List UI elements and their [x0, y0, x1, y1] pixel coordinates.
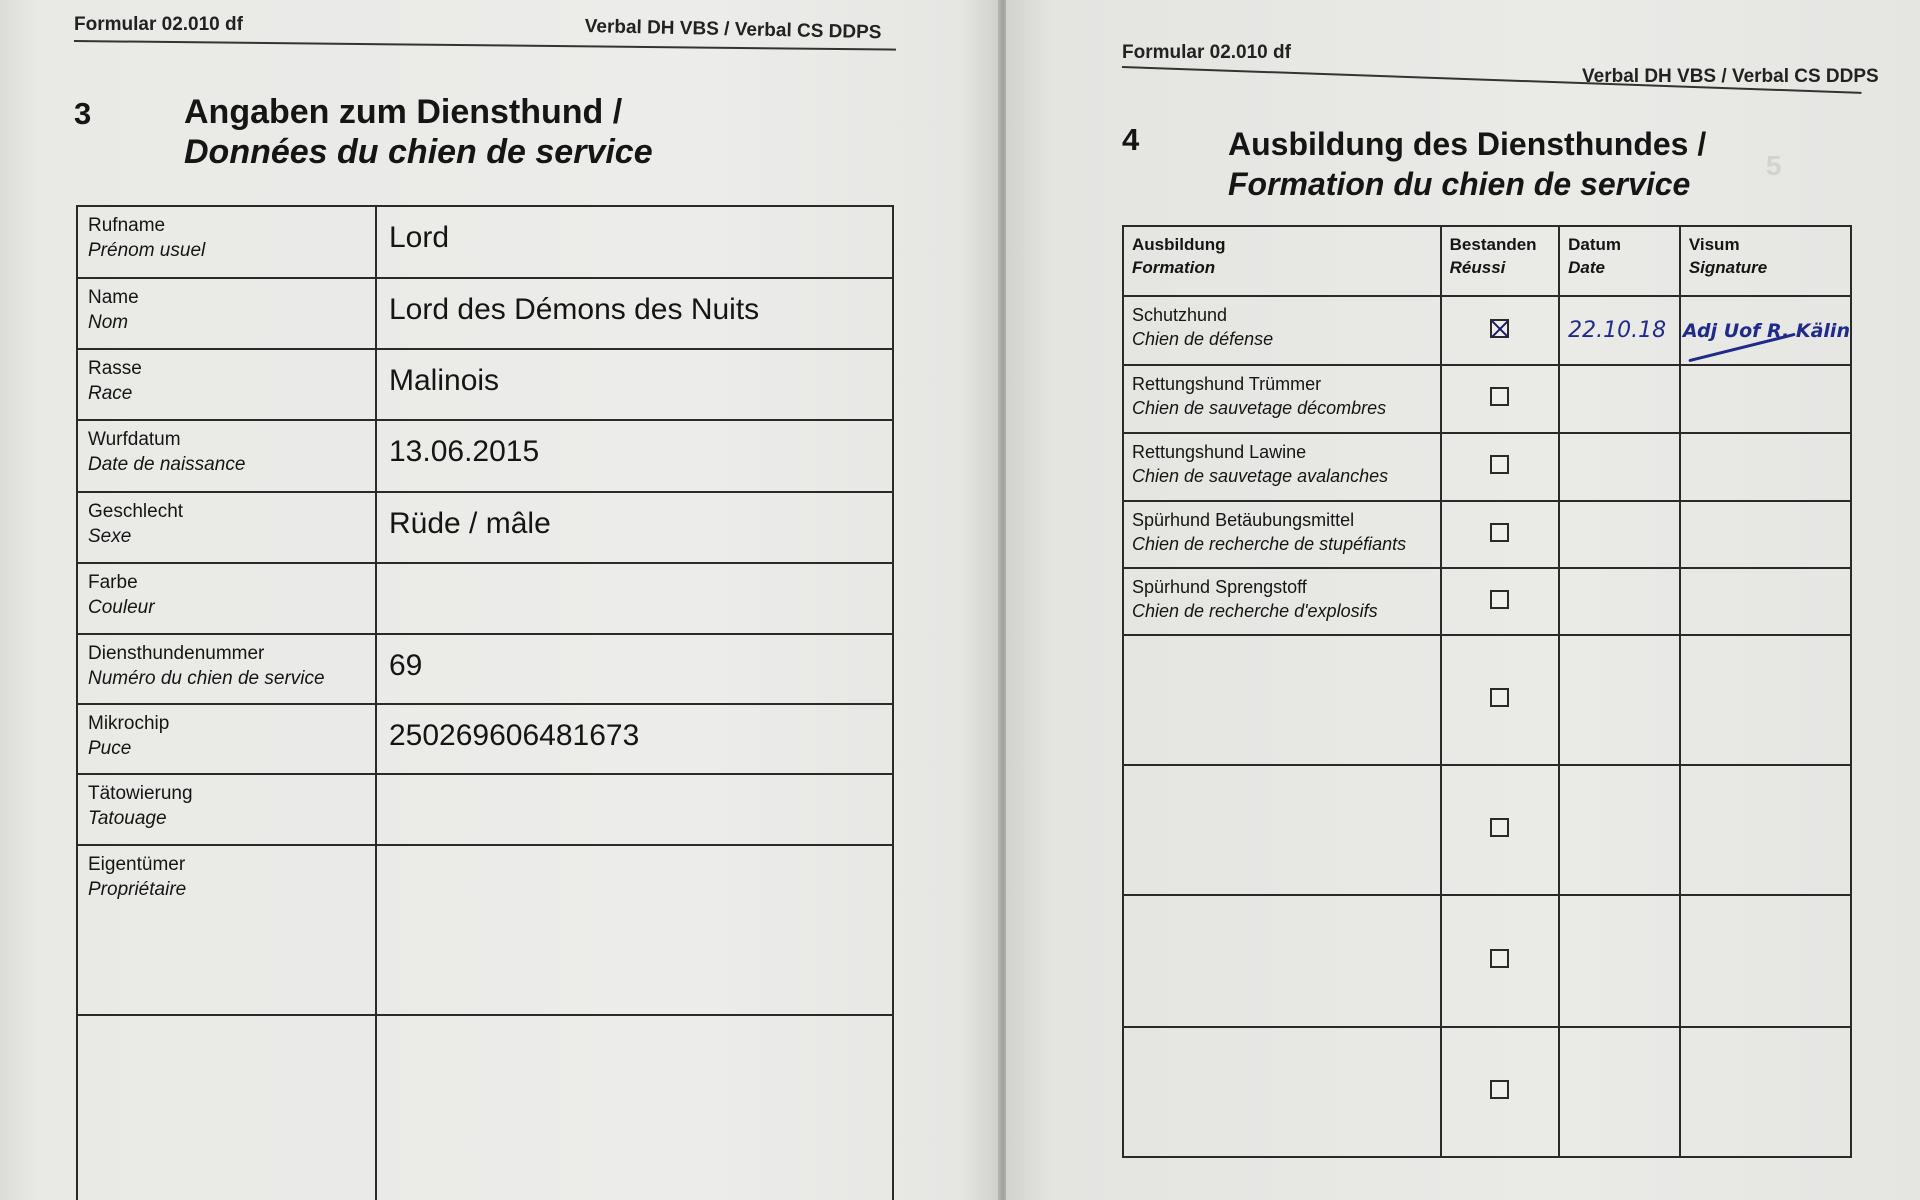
- signature-cell: [1680, 895, 1851, 1027]
- training-label: [1123, 501, 1441, 568]
- field-value-sex: Rüde / mâle: [389, 507, 551, 540]
- bleed-through-text: 5: [1766, 150, 1782, 181]
- form-id-left: Formular 02.010 df: [74, 14, 243, 35]
- form-series-right: Verbal DH VBS / Verbal CS DDPS: [1582, 66, 1879, 87]
- field-label: [78, 279, 377, 348]
- date-cell: [1559, 296, 1680, 365]
- training-label: [1123, 296, 1441, 365]
- passed-checkbox[interactable]: [1490, 590, 1509, 609]
- table-row-blank: [1123, 895, 1851, 1027]
- table-row: [78, 279, 892, 350]
- section-title-left: [184, 92, 653, 172]
- training-label-fr: Chien de sauvetage avalanches: [1132, 466, 1389, 486]
- field-value-birth-date: 13.06.2015: [389, 435, 540, 468]
- field-label-de: Geschlecht: [88, 501, 184, 522]
- field-label-de: Rasse: [88, 358, 142, 379]
- dog-details-table: [76, 205, 894, 1200]
- column-header-fr: Formation: [1132, 258, 1216, 277]
- table-row: [1123, 296, 1851, 365]
- field-label-fr: Numéro du chien de service: [88, 668, 325, 689]
- signature-cell: [1680, 1027, 1851, 1157]
- field-value-call-name: Lord: [389, 221, 450, 254]
- handwritten-signature: [1683, 320, 1850, 342]
- table-row: [78, 493, 892, 564]
- training-label: [1123, 365, 1441, 433]
- column-header-fr: Signature: [1688, 258, 1768, 277]
- table-row: [78, 705, 892, 775]
- signature-cell: [1680, 501, 1851, 568]
- passed-cell: [1441, 635, 1560, 765]
- field-label-de: Eigentümer: [88, 854, 186, 875]
- training-label-fr: Chien de recherche de stupéfiants: [1132, 534, 1407, 554]
- passed-checkbox[interactable]: [1490, 523, 1509, 542]
- passed-checkbox[interactable]: [1490, 949, 1509, 968]
- date-cell: [1559, 895, 1680, 1027]
- field-label-fr: Prénom usuel: [88, 240, 206, 261]
- column-header-training: [1123, 226, 1441, 296]
- date-cell: [1559, 568, 1680, 635]
- table-row: [1123, 433, 1851, 501]
- training-label-de: Rettungshund Lawine: [1132, 442, 1307, 462]
- date-cell: [1559, 433, 1680, 501]
- table-row: [78, 207, 892, 279]
- field-label-de: Tätowierung: [88, 783, 193, 804]
- training-label-fr: Chien de sauvetage décombres: [1132, 398, 1387, 418]
- column-header-date: [1559, 226, 1680, 296]
- table-row: [78, 350, 892, 421]
- training-label-blank: [1123, 635, 1441, 765]
- passed-checkbox[interactable]: [1490, 1080, 1509, 1099]
- training-label-fr: Chien de recherche d'explosifs: [1132, 601, 1378, 621]
- signature-cell: [1680, 635, 1851, 765]
- field-value-owner: [377, 846, 892, 1014]
- training-label-blank: [1123, 895, 1441, 1027]
- section-title-right: [1228, 124, 1706, 204]
- table-row: [78, 635, 892, 705]
- table-row-blank: [1123, 1027, 1851, 1157]
- field-label-blank: [78, 1016, 377, 1200]
- training-label-de: Schutzhund: [1132, 305, 1228, 325]
- table-row: [78, 564, 892, 635]
- form-id-right: Formular 02.010 df: [1122, 42, 1291, 63]
- field-value-service-number: 69: [389, 649, 423, 682]
- date-cell: [1559, 765, 1680, 895]
- passed-checkbox[interactable]: [1490, 387, 1509, 406]
- field-label-de: Rufname: [88, 215, 166, 236]
- section-title-right-de: Ausbildung des Diensthundes /: [1228, 126, 1707, 162]
- table-row: [78, 846, 892, 1016]
- table-row-blank: [78, 1016, 892, 1200]
- field-label: [78, 564, 377, 633]
- training-label-fr: Chien de défense: [1132, 329, 1274, 349]
- table-row-blank: [1123, 635, 1851, 765]
- training-table: [1122, 225, 1852, 1158]
- signature-text: Adj Uof R. Kälin: [1682, 319, 1850, 342]
- signature-cell: [1680, 296, 1851, 365]
- passed-cell: [1441, 501, 1560, 568]
- column-header-passed: [1441, 226, 1560, 296]
- table-row: [1123, 501, 1851, 568]
- section-title-left-de: Angaben zum Diensthund /: [184, 93, 623, 131]
- signature-cell: [1680, 365, 1851, 433]
- field-label-de: Wurfdatum: [88, 429, 181, 450]
- column-header-fr: Date: [1568, 258, 1605, 277]
- passed-cell: [1441, 433, 1560, 501]
- date-cell: [1559, 365, 1680, 433]
- column-header-fr: Réussi: [1449, 258, 1506, 277]
- table-row: [1123, 568, 1851, 635]
- passed-cell: [1441, 296, 1560, 365]
- field-label-fr: Race: [88, 383, 133, 404]
- field-value-color: [377, 564, 892, 633]
- passed-cell: [1441, 1027, 1560, 1157]
- passed-checkbox-checked[interactable]: [1490, 319, 1509, 338]
- table-row: [78, 421, 892, 493]
- handwritten-date: 22.10.18: [1568, 318, 1667, 343]
- column-header-de: Ausbildung: [1132, 235, 1226, 254]
- training-label: [1123, 568, 1441, 635]
- section-number-left: 3: [74, 96, 92, 131]
- date-cell: [1559, 635, 1680, 765]
- section-number-right: 4: [1122, 122, 1140, 157]
- field-label: [78, 493, 377, 562]
- passed-cell: [1441, 365, 1560, 433]
- passed-checkbox[interactable]: [1490, 818, 1509, 837]
- training-label-de: Spürhund Sprengstoff: [1132, 577, 1307, 597]
- training-table-header: [1123, 226, 1851, 296]
- date-cell: [1559, 501, 1680, 568]
- field-label-de: Farbe: [88, 572, 138, 593]
- passed-cell: [1441, 568, 1560, 635]
- section-title-left-fr: Données du chien de service: [184, 133, 653, 171]
- field-label-fr: Puce: [88, 738, 132, 759]
- table-row: [1123, 365, 1851, 433]
- field-value-breed: Malinois: [389, 364, 500, 397]
- passed-cell: [1441, 765, 1560, 895]
- signature-cell: [1680, 568, 1851, 635]
- field-label: [78, 775, 377, 844]
- field-label: [78, 635, 377, 703]
- passed-cell: [1441, 895, 1560, 1027]
- training-label-blank: [1123, 765, 1441, 895]
- column-header-de: Bestanden: [1449, 235, 1537, 254]
- field-label: [78, 207, 377, 277]
- field-label-de: Mikrochip: [88, 713, 170, 734]
- field-value-blank: [377, 1016, 892, 1200]
- section-title-right-fr: Formation du chien de service: [1228, 166, 1691, 202]
- table-row-blank: [1123, 765, 1851, 895]
- passed-checkbox[interactable]: [1490, 455, 1509, 474]
- signature-cell: [1680, 765, 1851, 895]
- field-label-fr: Propriétaire: [88, 879, 187, 900]
- field-value-tattoo: [377, 775, 892, 844]
- field-label-fr: Date de naissance: [88, 454, 246, 475]
- field-label-de: Name: [88, 287, 139, 308]
- passed-checkbox[interactable]: [1490, 688, 1509, 707]
- table-row: [78, 775, 892, 846]
- field-label: [78, 846, 377, 1014]
- column-header-de: Visum: [1688, 235, 1740, 254]
- field-label-fr: Nom: [88, 312, 129, 333]
- field-label-de: Diensthundenummer: [88, 643, 265, 664]
- field-value-name: Lord des Démons des Nuits: [389, 293, 760, 326]
- field-label: [78, 705, 377, 773]
- training-label-blank: [1123, 1027, 1441, 1157]
- training-label-de: Rettungshund Trümmer: [1132, 374, 1322, 394]
- field-label: [78, 350, 377, 419]
- signature-cell: [1680, 433, 1851, 501]
- field-label-fr: Sexe: [88, 526, 132, 547]
- field-label: [78, 421, 377, 491]
- column-header-signature: [1680, 226, 1851, 296]
- date-cell: [1559, 1027, 1680, 1157]
- field-value-microchip: 250269606481673: [389, 719, 640, 752]
- form-series-left: Verbal DH VBS / Verbal CS DDPS: [584, 16, 882, 44]
- training-label-de: Spürhund Betäubungsmittel: [1132, 510, 1355, 530]
- training-label: [1123, 433, 1441, 501]
- column-header-de: Datum: [1568, 235, 1622, 254]
- field-label-fr: Couleur: [88, 597, 155, 618]
- field-label-fr: Tatouage: [88, 808, 167, 829]
